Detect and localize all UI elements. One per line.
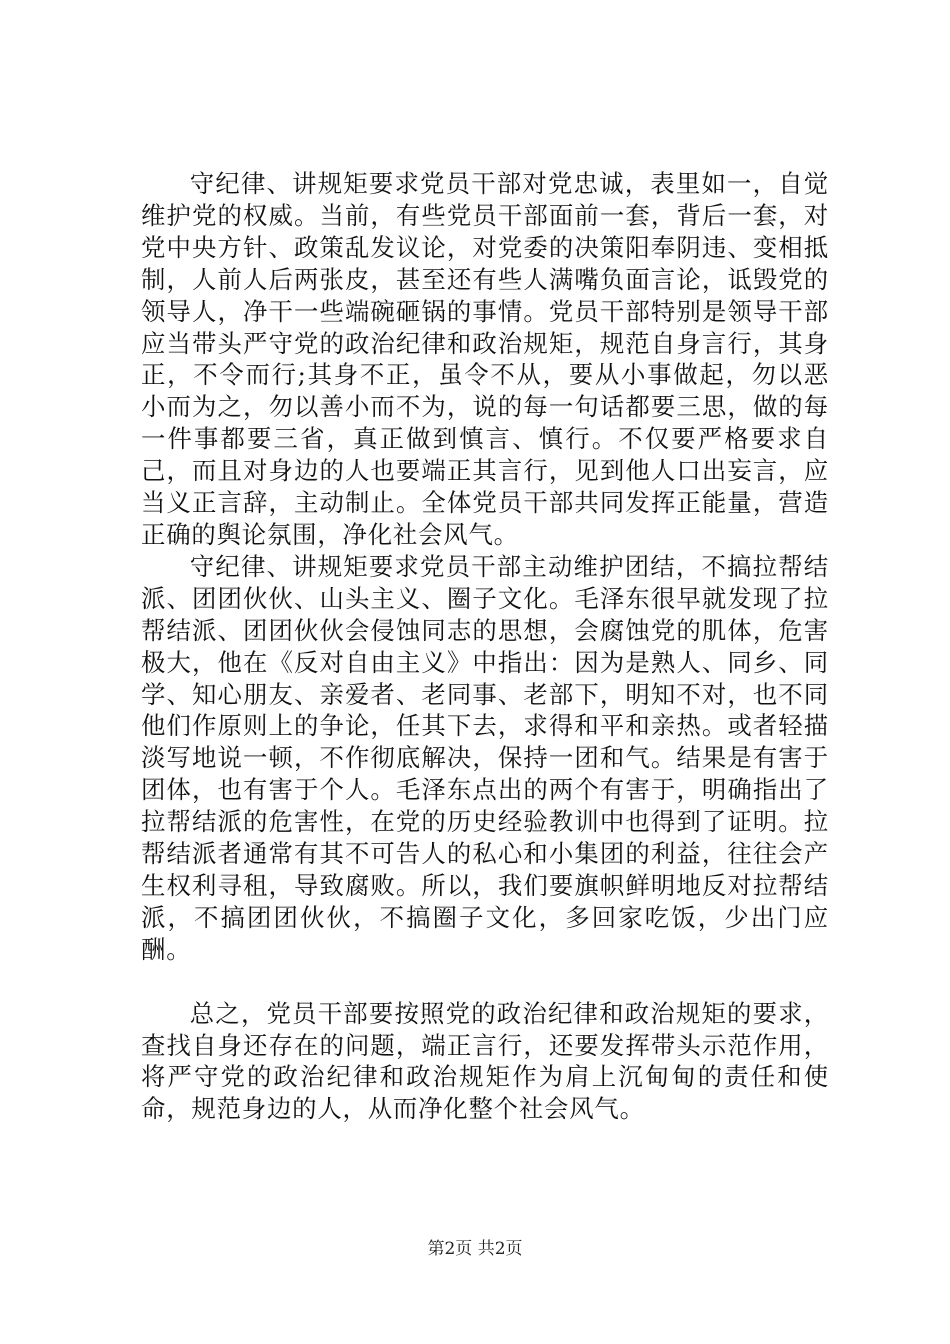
document-body: [141, 168, 829, 1125]
paragraph-maintain-unity: 守纪律、讲规矩要求党员干部主动维护团结，不搞拉帮结派、团团伙伙、山头主义、圈子文化。毛泽东很早就发现了拉帮结派、团团伙伙会侵蚀同志的思想，会腐蚀党的肌体，危害极大，他在《反对自由主义》中指出：因为是熟人、同乡、同学、知心朋友、亲爱者、老同事、老部下，明知不对，也不同他们作原则上的争论，任其下去，求得和平和亲热。或者轻描淡写地说一顿，不作彻底解决，保持一团和气。结果是有害于团体，也有害于个人。毛泽东点出的两个有害于，明确指出了拉帮结派的危害性，在党的历史经验教训中也得到了证明。拉帮结派者通常有其不可告人的私心和小集团的利益，往往会产生权利寻租，导致腐败。所以，我们要旗帜鲜明地反对拉帮结派，不搞团团伙伙，不搞圈子文化，多回家吃饭，少出门应酬。: [141, 551, 829, 964]
paragraph-discipline-loyalty: 守纪律、讲规矩要求党员干部对党忠诚，表里如一，自觉维护党的权威。当前，有些党员干部面前一套，背后一套，对党中央方针、政策乱发议论，对党委的决策阳奉阴违、变相抵制，人前人后两张皮，甚至还有些人满嘴负面言论，诋毁党的领导人，净干一些端碗砸锅的事情。党员干部特别是领导干部应当带头严守党的政治纪律和政治规矩，规范自身言行，其身正，不令而行;其身不正，虽令不从，要从小事做起，勿以恶小而为之，勿以善小而不为，说的每一句话都要三思，做的每一件事都要三省，真正做到慎言、慎行。不仅要严格要求自己，而且对身边的人也要端正其言行，见到他人口出妄言，应当义正言辞，主动制止。全体党员干部共同发挥正能量，营造正确的舆论氛围，净化社会风气。: [141, 169, 829, 549]
paragraph-conclusion: 总之，党员干部要按照党的政治纪律和政治规矩的要求，查找自身还存在的问题，端正言行，还要发挥带头示范作用，将严守党的政治纪律和政治规矩作为肩上沉甸甸的责任和使命，规范身边的人，从而净化整个社会风气。: [141, 998, 829, 1124]
page-number-footer: 第2页 共2页: [427, 1239, 523, 1259]
